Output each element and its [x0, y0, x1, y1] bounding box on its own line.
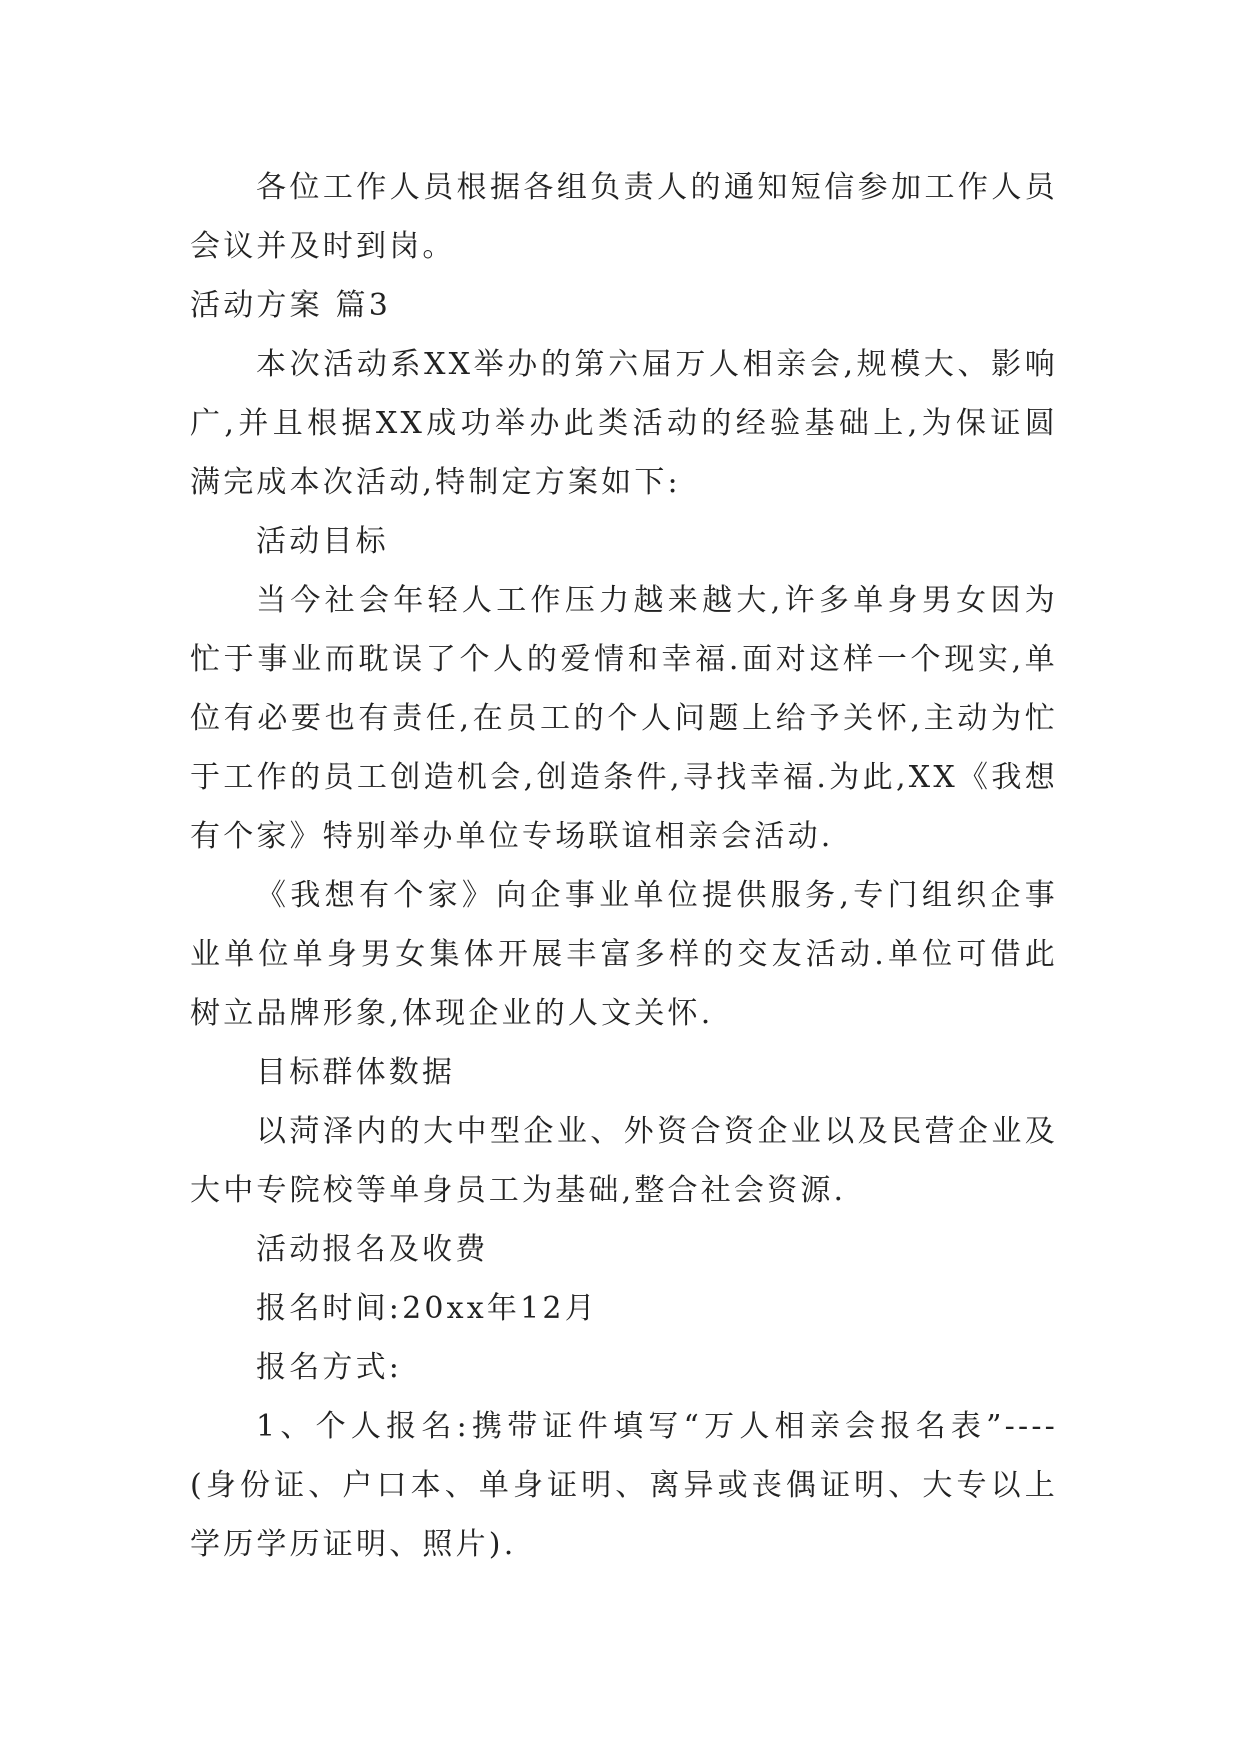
section-title-plan-3: 活动方案 篇3	[190, 288, 392, 323]
paragraph-individual-registration: 1、个人报名:携带证件填写“万人相亲会报名表”----(身份证、户口本、单身证明、离异或丧偶证明、大专以上学历学历证明、照片).	[190, 1409, 1058, 1562]
subheading-target-group: 目标群体数据	[256, 1055, 456, 1090]
paragraph-intro: 本次活动系XX举办的第六届万人相亲会,规模大、影响广,并且根据XX成功举办此类活动的经验基础上,为保证圆满完成本次活动,特制定方案如下:	[190, 347, 1058, 500]
subheading-activity-goal: 活动目标	[256, 524, 389, 559]
subheading-registration-fees: 活动报名及收费	[256, 1232, 489, 1267]
document-body	[190, 158, 1058, 1574]
paragraph-target-group: 以菏泽内的大中型企业、外资合资企业以及民营企业及大中专院校等单身员工为基础,整合社会资源.	[190, 1114, 1058, 1208]
paragraph-registration-time: 报名时间:20xx年12月	[256, 1291, 598, 1326]
paragraph-registration-method: 报名方式:	[256, 1350, 403, 1385]
paragraph-goal-description: 当今社会年轻人工作压力越来越大,许多单身男女因为忙于事业而耽误了个人的爱情和幸福.面对这样一个现实,单位有必要也有责任,在员工的个人问题上给予关怀,主动为忙于工作的员工创造机会,创造条件,寻找幸福.为此,XX《我想有个家》特别举办单位专场联谊相亲会活动.	[190, 583, 1058, 854]
paragraph-service-description: 《我想有个家》向企事业单位提供服务,专门组织企事业单位单身男女集体开展丰富多样的交友活动.单位可借此树立品牌形象,体现企业的人文关怀.	[190, 878, 1058, 1031]
paragraph-staff-meeting: 各位工作人员根据各组负责人的通知短信参加工作人员会议并及时到岗。	[190, 170, 1058, 264]
